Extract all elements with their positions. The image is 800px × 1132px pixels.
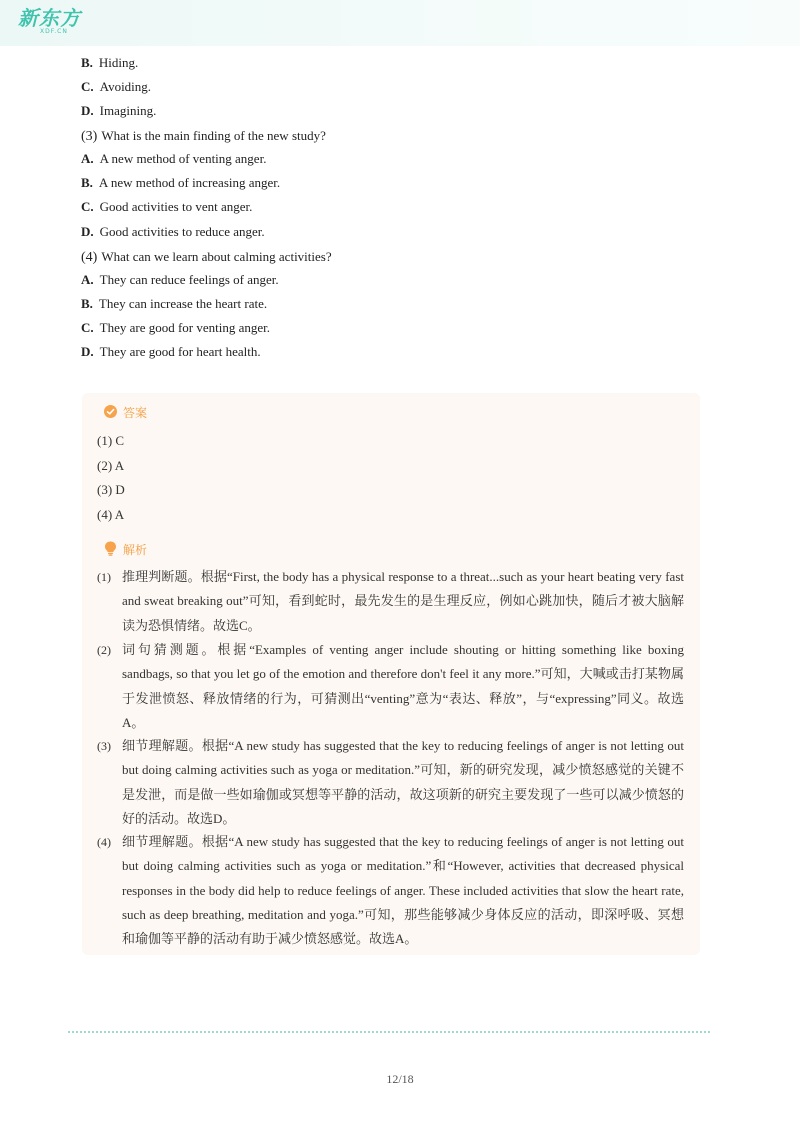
analysis-1-text: 推理判断题。根据“First, the body has a physical response to a threat...such as your heart beating very fast and sweat breaking out”可知，看到蛇时，最先发生的是生理反应，例如心跳加快，随后才被大脑解读为恐惧情绪。故选C。 <box>122 569 684 633</box>
answer-3: (3) D <box>97 482 125 497</box>
analysis-heading: 解析 <box>104 541 147 560</box>
q3-option-a: A. A new method of venting anger. <box>81 151 267 166</box>
answer-2: (2) A <box>97 458 125 473</box>
analysis-2-text: 词句猜测题。根据“Examples of venting anger include shouting or hitting something like boxing sandbags, so that you let go of the emotion and therefore don't feel it any more.”可知，大喊或击打某物属于发泄愤怒、释放情绪的行为，可猜测出“venting”意为“表达、释放”，与“expressing”同义。故选A。 <box>122 642 684 730</box>
analysis-4-num: (4) <box>97 835 111 849</box>
q4-option-c: C. They are good for venting anger. <box>81 320 271 335</box>
analysis-4-text: 细节理解题。根据“A new study has suggested that the key to reducing feelings of anger is not letting out but doing calming activities such as yoga or meditation.”和“However, activities that decreased physical responses in the body did help to reduce feelings of anger. These included activities that slow the heart rate, such as deep breathing, meditation and yoga.”可知，那些能够减少身体反应的活动，即深呼吸、冥想和瑜伽等平静的活动有助于减少愤怒感觉。故选A。 <box>122 834 684 947</box>
q4-stem: (4) What can we learn about calming activities? <box>81 249 332 265</box>
q3-option-d: D. Good activities to reduce anger. <box>81 224 265 239</box>
q3-stem: (3) What is the main finding of the new study? <box>81 128 326 144</box>
analysis-3-num: (3) <box>97 739 111 753</box>
answer-heading: 答案 <box>104 405 147 422</box>
answer-1: (1) C <box>97 433 125 448</box>
analysis-1-num: (1) <box>97 570 111 584</box>
header-band <box>0 0 800 46</box>
q2-option-d: D. Imagining. <box>81 103 157 118</box>
q4-option-a: A. They can reduce feelings of anger. <box>81 272 279 287</box>
brand-logo <box>18 8 88 38</box>
check-circle-icon <box>104 405 117 422</box>
analysis-3-text: 细节理解题。根据“A new study has suggested that the key to reducing feelings of anger is not letting out but doing calming activities such as yoga or meditation.”可知，新的研究发现，减少愤怒感觉的关键不是发泄，而是做一些如瑜伽或冥想等平静的活动，故这项新的研究主要发现了一些可以减少愤怒的好的活动。故选D。 <box>122 738 684 826</box>
logo-cn: 新东方 <box>18 6 81 30</box>
q4-option-b: B. They can increase the heart rate. <box>81 296 268 311</box>
page-number: 12/18 <box>386 1072 414 1086</box>
answer-4: (4) A <box>97 507 125 522</box>
lightbulb-icon <box>104 541 117 560</box>
q4-option-d: D. They are good for heart health. <box>81 344 261 359</box>
q2-option-c: C. Avoiding. <box>81 79 152 94</box>
logo-en: XDF.CN <box>40 28 68 35</box>
q3-option-b: B. A new method of increasing anger. <box>81 175 281 190</box>
analysis-2-num: (2) <box>97 643 111 657</box>
q2-option-b: B. Hiding. <box>81 55 139 70</box>
footer-divider <box>68 1031 710 1033</box>
q3-option-c: C. Good activities to vent anger. <box>81 199 253 214</box>
